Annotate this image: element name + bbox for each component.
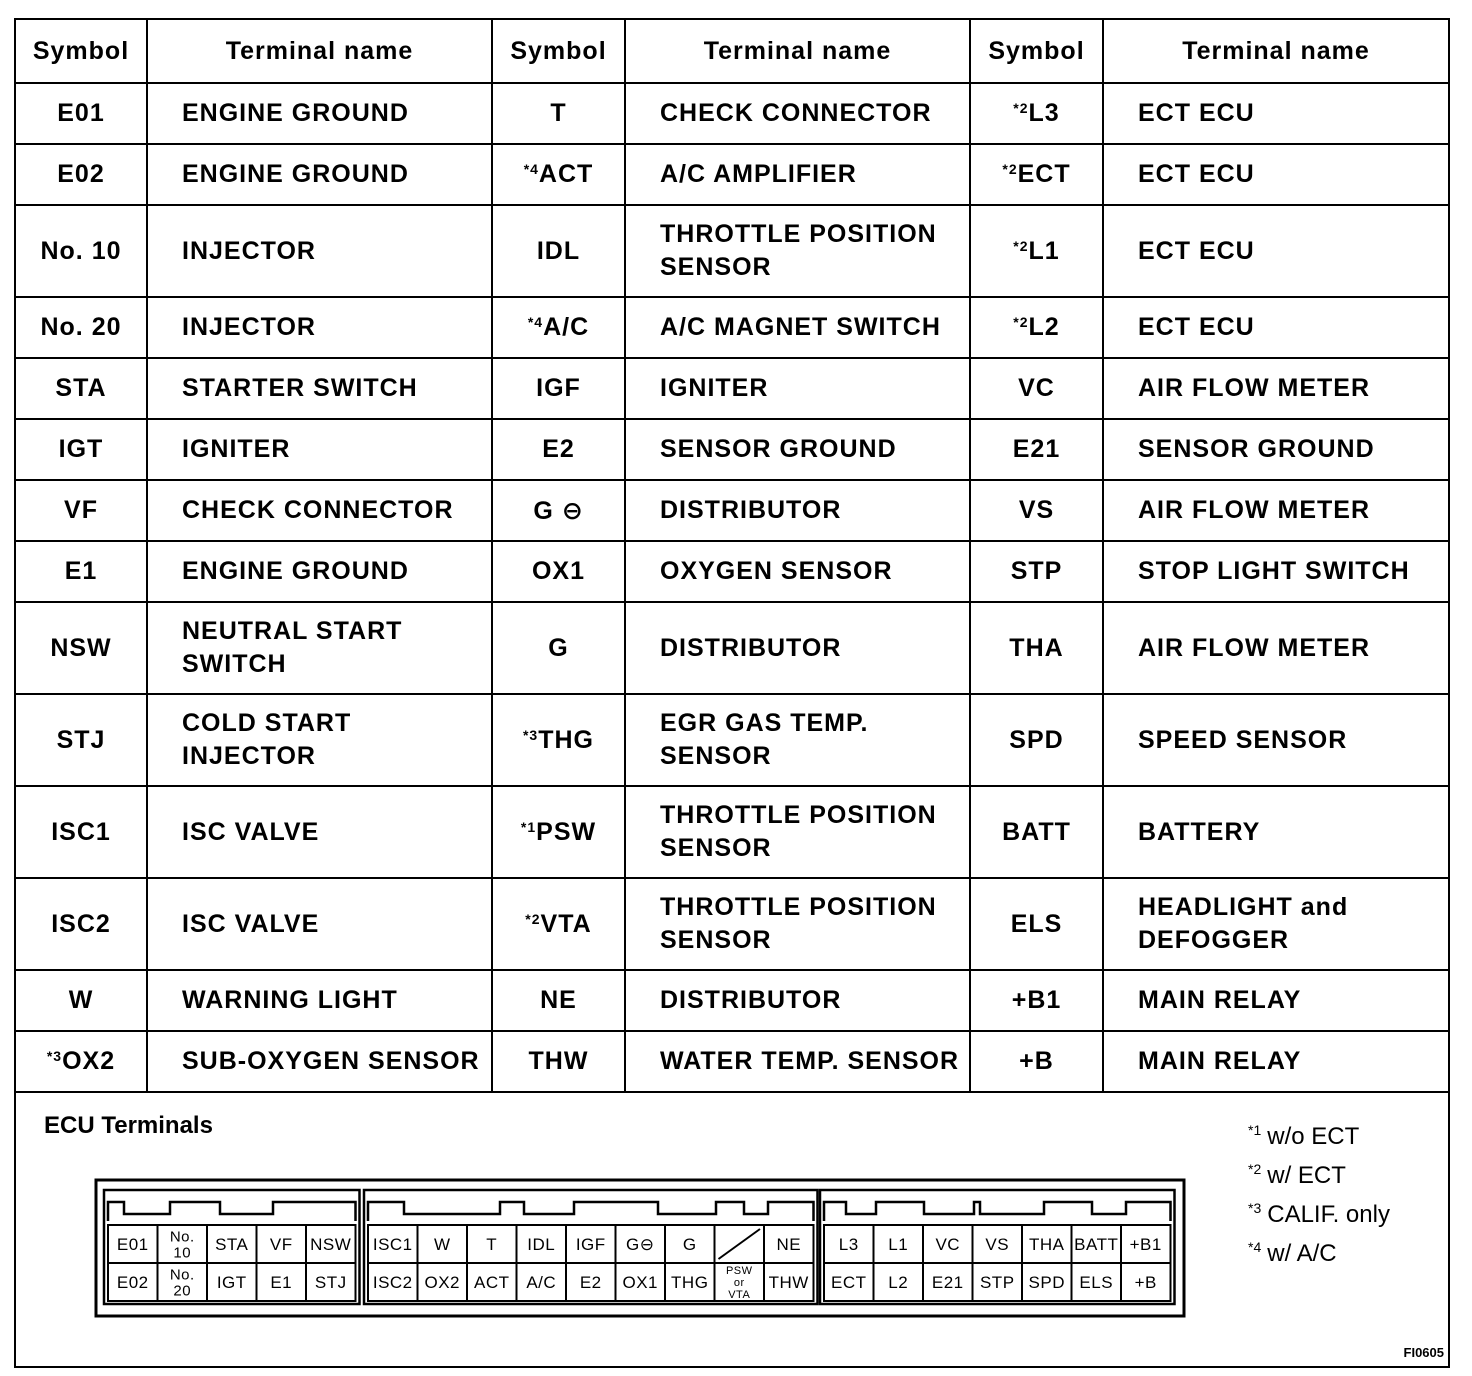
terminal-name-line: OXYGEN SENSOR [660,557,893,585]
symbol-cell [970,358,1103,419]
terminal-name-line: CHECK CONNECTOR [182,496,454,524]
terminal-name-cell [147,358,492,419]
symbol-cell [970,205,1103,297]
terminal-name-cell [147,694,492,786]
terminal-name-line: MAIN RELAY [1138,986,1302,1014]
symbol-text: IDL [536,236,581,265]
footnote-mark: *2 [1002,161,1018,177]
terminal-name-cell [1103,297,1448,358]
connector-pin-label: E2 [579,1272,602,1292]
connector-pin-label: VF [269,1234,293,1254]
connector-pin-label: 20 [173,1282,192,1300]
terminal-name-line: SWITCH [182,650,287,678]
column-header-terminal-name: Terminal name [147,20,492,83]
terminal-name-line: AIR FLOW METER [1138,374,1371,402]
terminal-name-line: SPEED SENSOR [1138,725,1348,754]
terminal-name-line: WATER TEMP. SENSOR [660,1047,960,1075]
symbol-cell [16,541,147,602]
terminal-name-line: SENSOR GROUND [1138,435,1375,463]
connector-pin-label: NSW [310,1234,352,1254]
symbol-text: ISC1 [51,817,111,846]
terminal-name-line: SENSOR [660,926,772,954]
terminal-name-cell [1103,205,1448,297]
connector-pin-label: L1 [888,1234,909,1254]
terminal-name-cell [625,419,970,480]
footnote-mark: *1 [520,818,537,835]
connector-pin-label: VTA [728,1288,751,1301]
symbol-text: W [68,986,94,1014]
terminal-name-line: DEFOGGER [1138,926,1290,954]
symbol-text: IGT [58,435,104,463]
terminal-name-cell [1103,1031,1448,1092]
terminal-name-cell [147,541,492,602]
connector-pin-label: +B1 [1129,1234,1162,1254]
connector-pin-label: STJ [314,1272,347,1292]
connector-pin-label: OX2 [424,1272,461,1292]
symbol-cell [492,970,625,1031]
connector-pin-label: ISC2 [372,1272,413,1292]
symbol-text: E21 [1012,435,1061,463]
symbol-cell [16,358,147,419]
column-header-terminal-name: Terminal name [625,20,970,83]
terminal-name-line: WARNING LIGHT [182,986,398,1014]
table-row [16,419,1448,480]
terminal-name-line: ISC VALVE [182,817,320,846]
symbol-cell [492,83,625,144]
terminal-name-cell [625,694,970,786]
footnote-text: w/ ECT [1267,1162,1346,1189]
terminal-name-cell [147,83,492,144]
table-row [16,480,1448,541]
terminal-name-cell [147,419,492,480]
symbol-cell [970,694,1103,786]
column-header-terminal-name: Terminal name [1103,20,1448,83]
symbol-text: ECT [1017,160,1071,188]
symbol-cell [970,878,1103,970]
symbol-text: THW [528,1047,589,1075]
connector-key [368,1202,814,1221]
symbol-cell [16,878,147,970]
terminal-name-line: INJECTOR [182,236,316,265]
terminal-name-line: STOP LIGHT SWITCH [1138,557,1410,585]
symbol-text: STP [1010,557,1063,585]
connector-pin-label: NE [776,1234,802,1254]
symbol-text: NSW [50,633,112,662]
footnote [1248,1192,1390,1231]
table-row [16,297,1448,358]
terminal-name-cell [625,297,970,358]
footnote-mark: *4 [523,161,539,177]
symbol-cell [970,297,1103,358]
terminal-name-line: DISTRIBUTOR [660,633,842,662]
connector-pin-label: G [682,1234,697,1254]
terminal-name-cell [147,970,492,1031]
terminal-name-cell [147,297,492,358]
symbol-text: +B [1019,1047,1054,1075]
footnote-mark: *2 [1013,237,1029,254]
symbol-text: IGF [536,374,581,402]
connector-pin-label: THA [1029,1234,1065,1254]
terminal-name-cell [625,541,970,602]
table-row [16,694,1448,786]
connector-pin-label: OX1 [622,1272,659,1292]
symbol-cell [492,297,625,358]
symbol-text: OX1 [531,557,586,585]
symbol-cell [970,419,1103,480]
terminal-name-line: AIR FLOW METER [1138,496,1371,524]
symbol-text: ELS [1010,909,1063,938]
column-header-symbol: Symbol [492,20,625,83]
symbol-cell [970,970,1103,1031]
footnote-mark: *3 [46,1048,63,1064]
terminal-name-cell [147,144,492,205]
footnote [1248,1114,1390,1153]
terminal-name-line: MAIN RELAY [1138,1047,1302,1075]
terminal-name-cell [1103,358,1448,419]
symbol-text: A/C [543,313,590,341]
connector-pin-label: L2 [888,1272,909,1292]
connector-pin-label: ECT [831,1272,867,1292]
slash-divider [719,1229,761,1259]
footnote-mark: *2 [1013,100,1029,116]
connector-pin-label: STP [979,1272,1015,1292]
terminal-name-line: THROTTLE POSITION [660,801,937,829]
table-row [16,83,1448,144]
footnote-text: w/ A/C [1267,1240,1337,1267]
symbol-cell [492,480,625,541]
terminal-name-line: DISTRIBUTOR [660,496,842,524]
footnote-mark: *4 [527,314,544,330]
symbol-cell [492,358,625,419]
terminal-name-cell [147,878,492,970]
terminal-name-line: IGNITER [182,435,291,463]
symbol-text: VC [1018,374,1055,402]
symbol-text: G ⊖ [533,496,584,525]
terminal-name-line: ISC VALVE [182,909,320,938]
terminal-name-line: BATTERY [1138,817,1261,846]
connector-key [108,1202,356,1221]
connector-pin-label: W [433,1234,451,1254]
symbol-text: OX2 [62,1047,116,1075]
terminal-name-line: ECT ECU [1138,236,1255,265]
terminal-name-line: DISTRIBUTOR [660,986,842,1014]
terminal-name-cell [625,602,970,694]
connector-pin-label: IGT [216,1272,247,1292]
connector-pin-label: or [733,1276,745,1289]
symbol-cell [492,786,625,878]
terminal-name-line: STARTER SWITCH [182,374,418,402]
footnote-text: w/o ECT [1267,1123,1360,1150]
symbol-text: SPD [1009,725,1064,754]
terminal-name-cell [147,786,492,878]
table-row [16,541,1448,602]
terminal-name-line: SENSOR GROUND [660,435,897,463]
symbol-cell [970,480,1103,541]
terminal-name-cell [625,970,970,1031]
footnote-mark: *2 [1013,314,1029,330]
symbol-text: PSW [536,817,597,846]
connector-pin-label: No. [169,1266,195,1284]
terminal-name-cell [1103,694,1448,786]
terminal-name-line: ECT ECU [1138,99,1255,127]
terminal-name-line: ENGINE GROUND [182,99,409,127]
connector-pin-label: SPD [1028,1272,1065,1292]
connector-pin-label: PSW [725,1264,753,1277]
symbol-cell [16,1031,147,1092]
terminal-name-cell [147,480,492,541]
footnote-text: CALIF. only [1267,1201,1390,1228]
table-row [16,878,1448,970]
terminal-name-line: SENSOR [660,834,772,862]
connector-pin-label: VC [935,1234,961,1254]
symbol-cell [492,419,625,480]
symbol-text: VF [64,496,98,524]
column-header-symbol: Symbol [16,20,147,83]
symbol-text: STA [55,374,107,402]
connector-key [824,1202,1171,1221]
ecu-connector-diagram [94,1178,1204,1338]
table-row [16,358,1448,419]
connector-pin-label: ACT [474,1272,510,1292]
terminal-name-line: SENSOR [660,742,772,770]
table-header-row [16,20,1448,83]
column-header-symbol: Symbol [970,20,1103,83]
terminal-name-cell [147,1031,492,1092]
terminal-name-cell [625,83,970,144]
terminal-name-line: HEADLIGHT and [1138,893,1349,921]
terminal-name-line: INJECTOR [182,313,316,341]
symbol-cell [970,83,1103,144]
symbol-text: E2 [542,435,575,463]
terminal-name-cell [1103,83,1448,144]
terminal-name-cell [1103,786,1448,878]
terminal-name-line: SENSOR [660,253,772,281]
connector-pin-label: G⊖ [626,1234,655,1254]
symbol-text: L2 [1028,313,1060,341]
connector-pin-label: E1 [270,1272,293,1292]
terminal-name-line: ENGINE GROUND [182,557,409,585]
connector-pin-label: A/C [526,1272,557,1292]
connector-pin-label: ELS [1079,1272,1114,1292]
footnote [1248,1231,1390,1270]
connector-pin-label: BATT [1074,1234,1119,1254]
connector-pin-label: VS [985,1234,1010,1254]
terminal-name-cell [625,358,970,419]
connector-pin-label: IGF [575,1234,606,1254]
terminal-name-cell [625,205,970,297]
symbol-text: E1 [64,557,98,585]
footnote-mark: *3 [1248,1200,1262,1216]
connector-pin-label: ISC1 [372,1234,413,1254]
terminal-name-cell [1103,419,1448,480]
footnote-mark: *4 [1248,1239,1262,1255]
connector-pin-label: T [486,1234,498,1254]
symbol-cell [492,541,625,602]
symbol-text: No. 20 [40,313,122,341]
table-row [16,970,1448,1031]
ecu-terminals-title: ECU Terminals [44,1112,213,1139]
symbol-cell [492,1031,625,1092]
terminal-name-cell [1103,541,1448,602]
symbol-text: NE [540,986,577,1014]
terminal-name-cell [625,878,970,970]
symbol-cell [16,786,147,878]
symbol-text: No. 10 [40,236,122,265]
table-row [16,144,1448,205]
symbol-text: THG [538,725,594,754]
connector-pin-label: 10 [173,1244,192,1262]
terminal-name-line: CHECK CONNECTOR [660,99,932,127]
terminal-name-line: SUB-OXYGEN SENSOR [182,1047,480,1075]
terminal-name-line: ENGINE GROUND [182,160,409,188]
symbol-text: BATT [1002,817,1071,846]
symbol-cell [492,878,625,970]
footnotes [1248,1114,1390,1270]
symbol-text: T [550,99,567,127]
terminal-name-line: THROTTLE POSITION [660,220,937,248]
symbol-cell [492,694,625,786]
terminal-name-line: IGNITER [660,374,769,402]
terminal-name-line: THROTTLE POSITION [660,893,937,921]
terminal-name-cell [625,480,970,541]
symbol-cell [16,480,147,541]
connector-pin-label: E01 [116,1234,149,1254]
terminal-name-cell [1103,602,1448,694]
terminal-name-line: A/C MAGNET SWITCH [660,313,941,341]
symbol-cell [16,297,147,358]
figure-id: FI0605 [1403,1345,1444,1360]
symbol-text: ISC2 [51,909,111,938]
terminal-name-cell [625,1031,970,1092]
connector-pin-label: E02 [116,1272,149,1292]
terminal-name-cell [1103,878,1448,970]
footnote [1248,1153,1390,1192]
connector-pin-label: No. [169,1228,195,1246]
terminal-name-cell [147,602,492,694]
symbol-text: G [548,633,569,662]
symbol-cell [492,602,625,694]
document-frame [14,18,1450,1368]
symbol-cell [970,541,1103,602]
table-row [16,1031,1448,1092]
symbol-cell [970,1031,1103,1092]
symbol-cell [16,602,147,694]
symbol-text: STJ [56,725,106,754]
symbol-cell [16,694,147,786]
symbol-cell [970,602,1103,694]
symbol-cell [16,419,147,480]
terminal-name-line: EGR GAS TEMP. [660,709,869,737]
terminal-table [16,20,1448,1093]
terminal-name-cell [1103,480,1448,541]
connector-pin-label: THW [768,1272,809,1292]
terminal-name-line: ECT ECU [1138,160,1255,188]
symbol-text: THA [1009,633,1064,662]
terminal-name-line: AIR FLOW METER [1138,633,1371,662]
symbol-text: VS [1018,496,1055,524]
symbol-cell [16,144,147,205]
connector-pin-label: L3 [838,1234,859,1254]
terminal-name-cell [625,786,970,878]
terminal-name-cell [1103,144,1448,205]
connector-pin-label: +B [1134,1272,1157,1292]
terminal-name-cell [625,144,970,205]
table-row [16,205,1448,297]
terminal-name-cell [1103,970,1448,1031]
connector-pin-label: IDL [527,1234,556,1254]
footnote-mark: *2 [1248,1161,1262,1177]
terminal-name-line: ECT ECU [1138,313,1255,341]
symbol-cell [970,786,1103,878]
terminal-name-line: INJECTOR [182,742,316,770]
symbol-cell [492,144,625,205]
symbol-cell [16,83,147,144]
footnote-mark: *1 [1248,1122,1262,1138]
symbol-text: E01 [57,99,105,127]
symbol-text: VTA [540,909,592,938]
symbol-text: L1 [1028,236,1060,265]
symbol-cell [970,144,1103,205]
symbol-cell [16,205,147,297]
connector-pin-label: THG [671,1272,709,1292]
symbol-cell [492,205,625,297]
terminal-name-cell [147,205,492,297]
terminal-name-line: NEUTRAL START [182,617,403,645]
table-row [16,602,1448,694]
footnote-mark: *3 [522,726,539,743]
terminal-name-line: COLD START [182,709,352,737]
table-row [16,786,1448,878]
terminal-name-line: A/C AMPLIFIER [660,160,857,188]
symbol-text: E02 [57,160,105,188]
symbol-text: ACT [538,160,594,188]
footnote-mark: *2 [525,910,541,927]
connector-pin-label: E21 [931,1272,964,1292]
symbol-text: +B1 [1011,986,1062,1014]
symbol-cell [16,970,147,1031]
connector-pin-label: STA [215,1234,249,1254]
symbol-text: L3 [1028,99,1060,127]
